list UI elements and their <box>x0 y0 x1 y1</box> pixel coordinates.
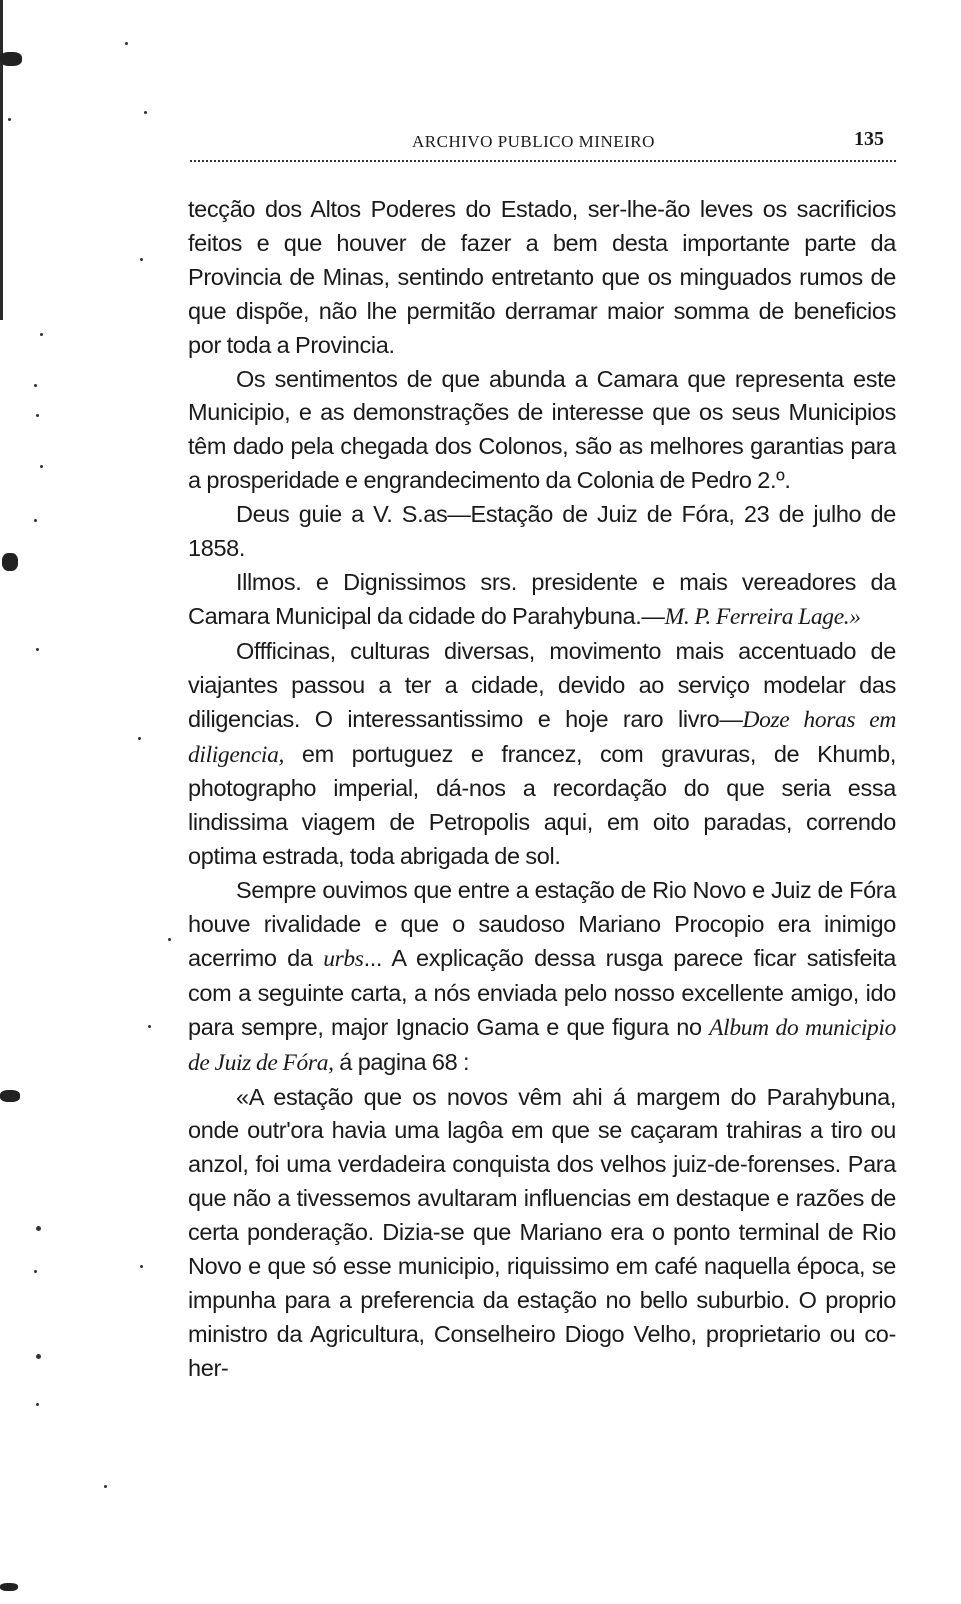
paragraph <box>188 498 896 566</box>
paragraph <box>188 1081 896 1386</box>
running-title: ARCHIVO PUBLICO MINEIRO <box>412 132 655 151</box>
paragraph <box>188 363 896 499</box>
margin-speck <box>34 384 37 387</box>
paragraph-text: á pagina 68 : <box>333 1048 470 1075</box>
margin-speck <box>36 1403 39 1406</box>
margin-ink-mark <box>0 1090 20 1102</box>
paragraph-text: «A estação que os novos vêm ahi á margem do Parahybuna, onde outr'ora havia uma lagôa em que se caçaram trahiras a tiro ou anzol, foi uma verdadeira conquista dos velhos juiz-de-forenses. Para que não a tivessemos avultaram influencias em destaque e razões de certa ponderação. Dizia-se que Mariano era o ponto terminal de Rio Novo e que só esse municipio, riquissimo em café naquella época, se impunha para a preferencia da estação no bello suburbio. O proprio ministro da Agricultura, Conselheiro Diogo Velho, proprietario ou co-her- <box>188 1083 896 1381</box>
margin-speck <box>168 938 171 941</box>
italic-text: Doze horas em diligencia, <box>188 706 896 768</box>
paragraph-text: Os sentimentos de que abunda a Camara que representa este Municipio, e as demonstrações de interesse que os seus Municipios têm dado pela chegada dos Colonos, são as melhores garantias para a prosperidade e engrandecimento da Colonia de Pedro 2.º. <box>188 365 896 494</box>
paragraph <box>188 566 896 635</box>
margin-speck <box>36 648 39 651</box>
body-text <box>188 193 896 1386</box>
margin-speck <box>36 414 39 417</box>
margin-speck <box>40 333 43 336</box>
margin-speck <box>140 1265 143 1268</box>
paragraph-text: Offficinas, culturas diversas, movimento mais accentuado de viajantes passou a ter a cidade, devido ao serviço modelar das diligencias. O interessantissimo e hoje raro livro— <box>188 637 896 732</box>
margin-speck <box>40 465 43 468</box>
page-number: 135 <box>854 128 884 150</box>
paragraph-text: ... A explicação dessa rusga parece ficar satisfeita com a seguinte carta, a nós enviada pelo nosso excellente amigo, ido para sempre, major Ignacio Gama e que figura no <box>188 944 896 1040</box>
paragraph <box>188 635 896 874</box>
italic-text: Album do municipio de Juiz de Fóra, <box>188 1014 896 1076</box>
margin-speck <box>36 1226 41 1231</box>
margin-speck <box>140 258 143 261</box>
paragraph-text: Illmos. e Dignissimos srs. presidente e mais vereadores da Camara Municipal da cidade do Parahybuna.— <box>188 568 896 629</box>
margin-speck <box>34 519 37 522</box>
margin-speck <box>104 1485 107 1488</box>
margin-speck <box>34 1270 37 1273</box>
italic-text: urbs <box>323 945 364 972</box>
paragraph-text: Deus guie a V. S.as—Estação de Juiz de Fóra, 23 de julho de 1858. <box>188 501 896 562</box>
italic-text: M. P. Ferreira Lage.» <box>664 603 861 630</box>
margin-speck <box>138 737 141 740</box>
margin-speck <box>148 1025 151 1028</box>
page-edge-line <box>0 0 3 320</box>
paragraph-text: em portuguez e francez, com gravuras, de Khumb, photographo imperial, dá-nos a recordação do que seria essa lindissima viagem de Petropolis aqui, em oito paradas, correndo optima estrada, toda abrigada de sol. <box>188 740 896 870</box>
running-header <box>190 128 902 158</box>
margin-speck <box>36 1354 41 1359</box>
paragraph-text: tecção dos Altos Poderes do Estado, ser-lhe-ão leves os sacrificios feitos e que houver de fazer a bem desta importante parte da Provincia de Minas, sentindo entretanto que os minguados rumos de que dispõe, não lhe permitão derramar maior somma de beneficios por toda a Provincia. <box>188 196 896 358</box>
paragraph-text: Sempre ouvimos que entre a estação de Rio Novo e Juiz de Fóra houve rivalidade e que o saudoso Mariano Procopio era inimigo acerrimo da <box>188 877 896 971</box>
margin-speck <box>125 42 128 45</box>
margin-speck <box>8 118 11 121</box>
margin-speck <box>144 111 147 114</box>
paragraph <box>188 193 896 363</box>
margin-ink-mark <box>2 553 18 571</box>
margin-ink-mark <box>0 1583 18 1591</box>
margin-ink-mark <box>0 52 22 66</box>
header-rule <box>190 160 896 162</box>
paragraph <box>188 874 896 1080</box>
